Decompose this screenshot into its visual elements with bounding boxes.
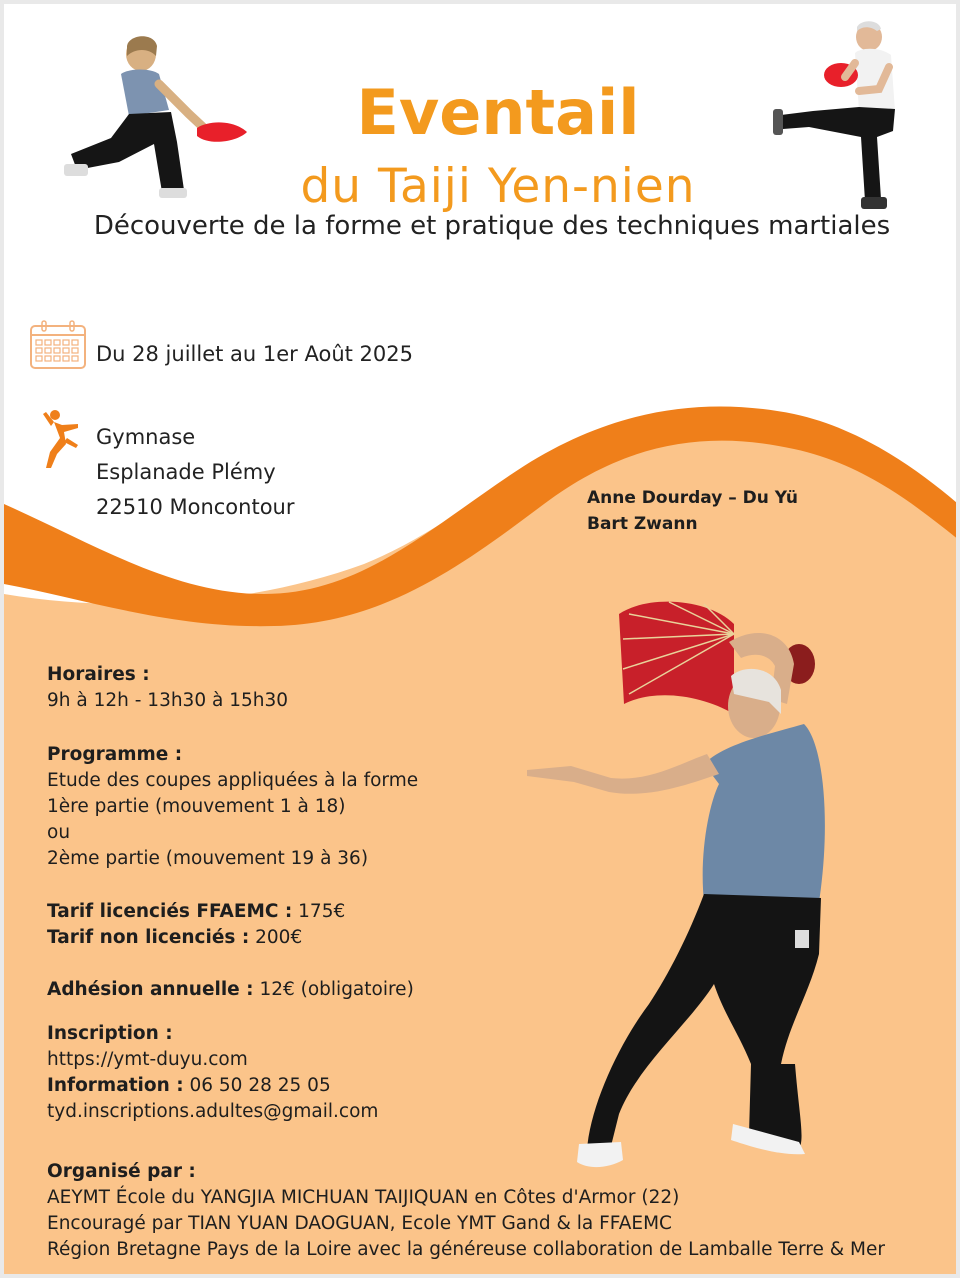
- inscription-label: Inscription :: [47, 1023, 173, 1044]
- event-venue: [96, 420, 295, 525]
- tarif-licencies-value: 175€: [292, 901, 346, 922]
- horaires-value: 9h à 12h - 13h30 à 15h30: [47, 690, 289, 711]
- calendar-icon: [29, 320, 87, 370]
- dancer-icon: [40, 408, 82, 470]
- tarif-non-licencies: [47, 925, 345, 951]
- information-phone: 06 50 28 25 05: [183, 1075, 331, 1096]
- information-email[interactable]: tyd.inscriptions.adultes@gmail.com: [47, 1101, 379, 1122]
- organise-line: Encouragé par TIAN YUAN DAOGUAN, Ecole YMT Gand & la FFAEMC: [47, 1213, 672, 1234]
- event-tagline: Découverte de la forme et pratique des techniques martiales: [93, 211, 891, 241]
- inscription-url[interactable]: https://ymt-duyu.com: [47, 1049, 248, 1070]
- adhesion-section: [47, 977, 414, 1003]
- event-title: Eventail: [356, 76, 640, 149]
- adhesion-value: 12€ (obligatoire): [253, 979, 414, 1000]
- event-dates: Du 28 juillet au 1er Août 2025: [96, 342, 413, 366]
- adhesion-label: Adhésion annuelle :: [47, 979, 254, 1000]
- programme-line: 2ème partie (mouvement 19 à 36): [47, 848, 369, 869]
- organise-line: Région Bretagne Pays de la Loire avec la généreuse collaboration de Lamballe Terre & Mer: [47, 1239, 885, 1260]
- organise-label: Organisé par :: [47, 1161, 196, 1182]
- teacher-name: Bart Zwann: [587, 514, 698, 534]
- teacher-name: Anne Dourday – Du Yü: [587, 488, 798, 508]
- tarif-non-licencies-value: 200€: [249, 927, 303, 948]
- tarif-section: [47, 899, 345, 951]
- programme-section: [47, 742, 418, 872]
- adhesion-line: [47, 977, 414, 1003]
- horaires-section: [47, 662, 288, 714]
- teachers: [587, 485, 798, 537]
- horaires-label: Horaires :: [47, 664, 150, 685]
- event-subtitle: du Taiji Yen-nien: [300, 159, 696, 214]
- venue-line: Esplanade Plémy: [96, 460, 276, 484]
- organise-line: AEYMT École du YANGJIA MICHUAN TAIJIQUAN en Côtes d'Armor (22): [47, 1187, 680, 1208]
- tarif-non-licencies-label: Tarif non licenciés :: [47, 927, 250, 948]
- information-label: Information :: [47, 1075, 184, 1096]
- practitioner-main-photo: [519, 594, 839, 1174]
- tarif-licencies: [47, 899, 345, 925]
- tarif-licencies-label: Tarif licenciés FFAEMC :: [47, 901, 293, 922]
- venue-line: Gymnase: [96, 425, 196, 449]
- information-line: [47, 1073, 378, 1099]
- venue-line: 22510 Moncontour: [96, 495, 295, 519]
- programme-line: ou: [47, 822, 71, 843]
- programme-line: Etude des coupes appliquées à la forme: [47, 770, 419, 791]
- red-fan: [619, 602, 734, 714]
- organise-section: [47, 1159, 885, 1263]
- programme-line: 1ère partie (mouvement 1 à 18): [47, 796, 346, 817]
- inscription-section: [47, 1021, 378, 1125]
- programme-label: Programme :: [47, 744, 183, 765]
